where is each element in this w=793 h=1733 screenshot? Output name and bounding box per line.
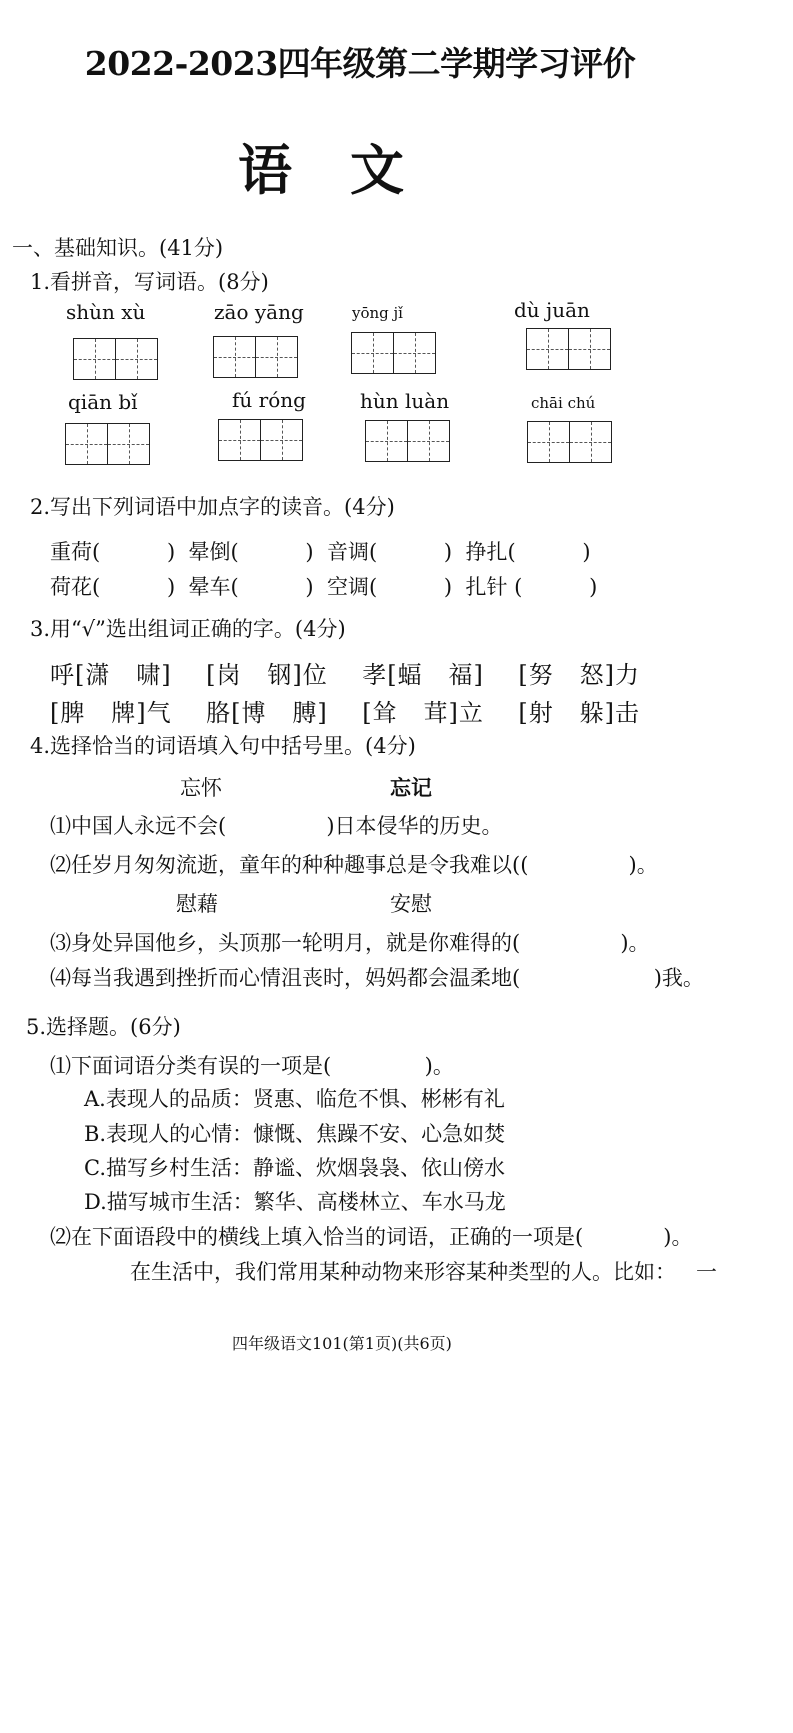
question-5-sub-2: ⑵在下面语段中的横线上填入恰当的词语，正确的一项是( )。	[50, 1225, 693, 1249]
pinyin-text: shùn xù	[66, 300, 146, 324]
pinyin-text: dù juān	[514, 298, 590, 322]
word-option: 慰藉	[176, 892, 218, 916]
question-2-label: 2.写出下列词语中加点字的读音。(4分)	[30, 495, 395, 519]
question-1-label: 1.看拼音，写词语。(8分)	[30, 270, 269, 294]
writing-grid[interactable]	[65, 423, 150, 465]
question-2-line-2: 荷花( ) 晕车( ) 空调( ) 扎针 ( )	[50, 575, 598, 599]
pinyin-text: fú róng	[232, 388, 306, 412]
grid-cell[interactable]	[214, 337, 256, 377]
grid-cell[interactable]	[569, 329, 611, 369]
page-footer: 四年级语文101(第1页)(共6页)	[232, 1334, 452, 1353]
question-3-line-2: [脾 牌]气 胳[博 膊] [耸 茸]立 [射 躲]击	[50, 699, 640, 727]
pinyin-text: chāi chú	[531, 394, 596, 412]
writing-grid[interactable]	[365, 420, 450, 462]
pinyin-text: yōng jǐ	[352, 304, 403, 322]
writing-grid[interactable]	[73, 338, 158, 380]
grid-cell[interactable]	[219, 420, 261, 460]
passage-text: 在生活中，我们常用某种动物来形容某种类型的人。比如： 一	[130, 1260, 718, 1284]
question-3-label: 3.用“√”选出组词正确的字。(4分)	[30, 617, 346, 641]
grid-cell[interactable]	[366, 421, 408, 461]
grid-cell[interactable]	[74, 339, 116, 379]
grid-cell[interactable]	[528, 422, 570, 462]
word-option: 安慰	[390, 892, 432, 916]
grid-cell[interactable]	[116, 339, 158, 379]
subject-title: 语文	[238, 138, 462, 202]
option-d: D.描写城市生活：繁华、高楼林立、车水马龙	[84, 1190, 506, 1214]
option-c: C.描写乡村生活：静谧、炊烟袅袅、依山傍水	[84, 1156, 505, 1180]
grid-cell[interactable]	[261, 420, 303, 460]
grid-cell[interactable]	[108, 424, 150, 464]
sentence-1: ⑴中国人永远不会( )日本侵华的历史。	[50, 814, 503, 838]
option-a: A.表现人的品质：贤惠、临危不惧、彬彬有礼	[84, 1087, 505, 1111]
writing-grid[interactable]	[213, 336, 298, 378]
pinyin-text: qiān bǐ	[68, 390, 138, 414]
word-option: 忘怀	[180, 776, 222, 800]
grid-cell[interactable]	[527, 329, 569, 369]
pinyin-text: zāo yāng	[214, 300, 304, 324]
grid-cell[interactable]	[352, 333, 394, 373]
sentence-2: ⑵任岁月匆匆流逝，童年的种种趣事总是令我难以(( )。	[50, 853, 658, 877]
pinyin-text: hùn luàn	[360, 389, 450, 413]
option-b: B.表现人的心情：慷慨、焦躁不安、心急如焚	[84, 1122, 506, 1146]
grid-cell[interactable]	[66, 424, 108, 464]
word-option: 忘记	[390, 775, 432, 800]
grid-cell[interactable]	[408, 421, 450, 461]
question-2-line-1: 重荷( ) 晕倒( ) 音调( ) 挣扎( )	[50, 540, 591, 564]
sentence-4: ⑷每当我遇到挫折而心情沮丧时，妈妈都会温柔地( )我。	[50, 966, 704, 990]
section-heading: 一、基础知识。(41分)	[12, 236, 224, 260]
writing-grid[interactable]	[351, 332, 436, 374]
sentence-3: ⑶身处异国他乡，头顶那一轮明月，就是你难得的( )。	[50, 931, 650, 955]
question-5-sub-1: ⑴下面词语分类有误的一项是( )。	[50, 1054, 454, 1078]
grid-cell[interactable]	[570, 422, 612, 462]
writing-grid[interactable]	[218, 419, 303, 461]
question-5-label: 5.选择题。(6分)	[26, 1015, 181, 1039]
question-3-line-1: 呼[潇 啸] [岗 钢]位 孝[蝠 福] [努 怒]力	[50, 661, 640, 689]
exam-title: 2022-2023四年级第二学期学习评价	[84, 44, 636, 83]
grid-cell[interactable]	[256, 337, 298, 377]
writing-grid[interactable]	[526, 328, 611, 370]
question-4-label: 4.选择恰当的词语填入句中括号里。(4分)	[30, 734, 416, 758]
grid-cell[interactable]	[394, 333, 436, 373]
writing-grid[interactable]	[527, 421, 612, 463]
